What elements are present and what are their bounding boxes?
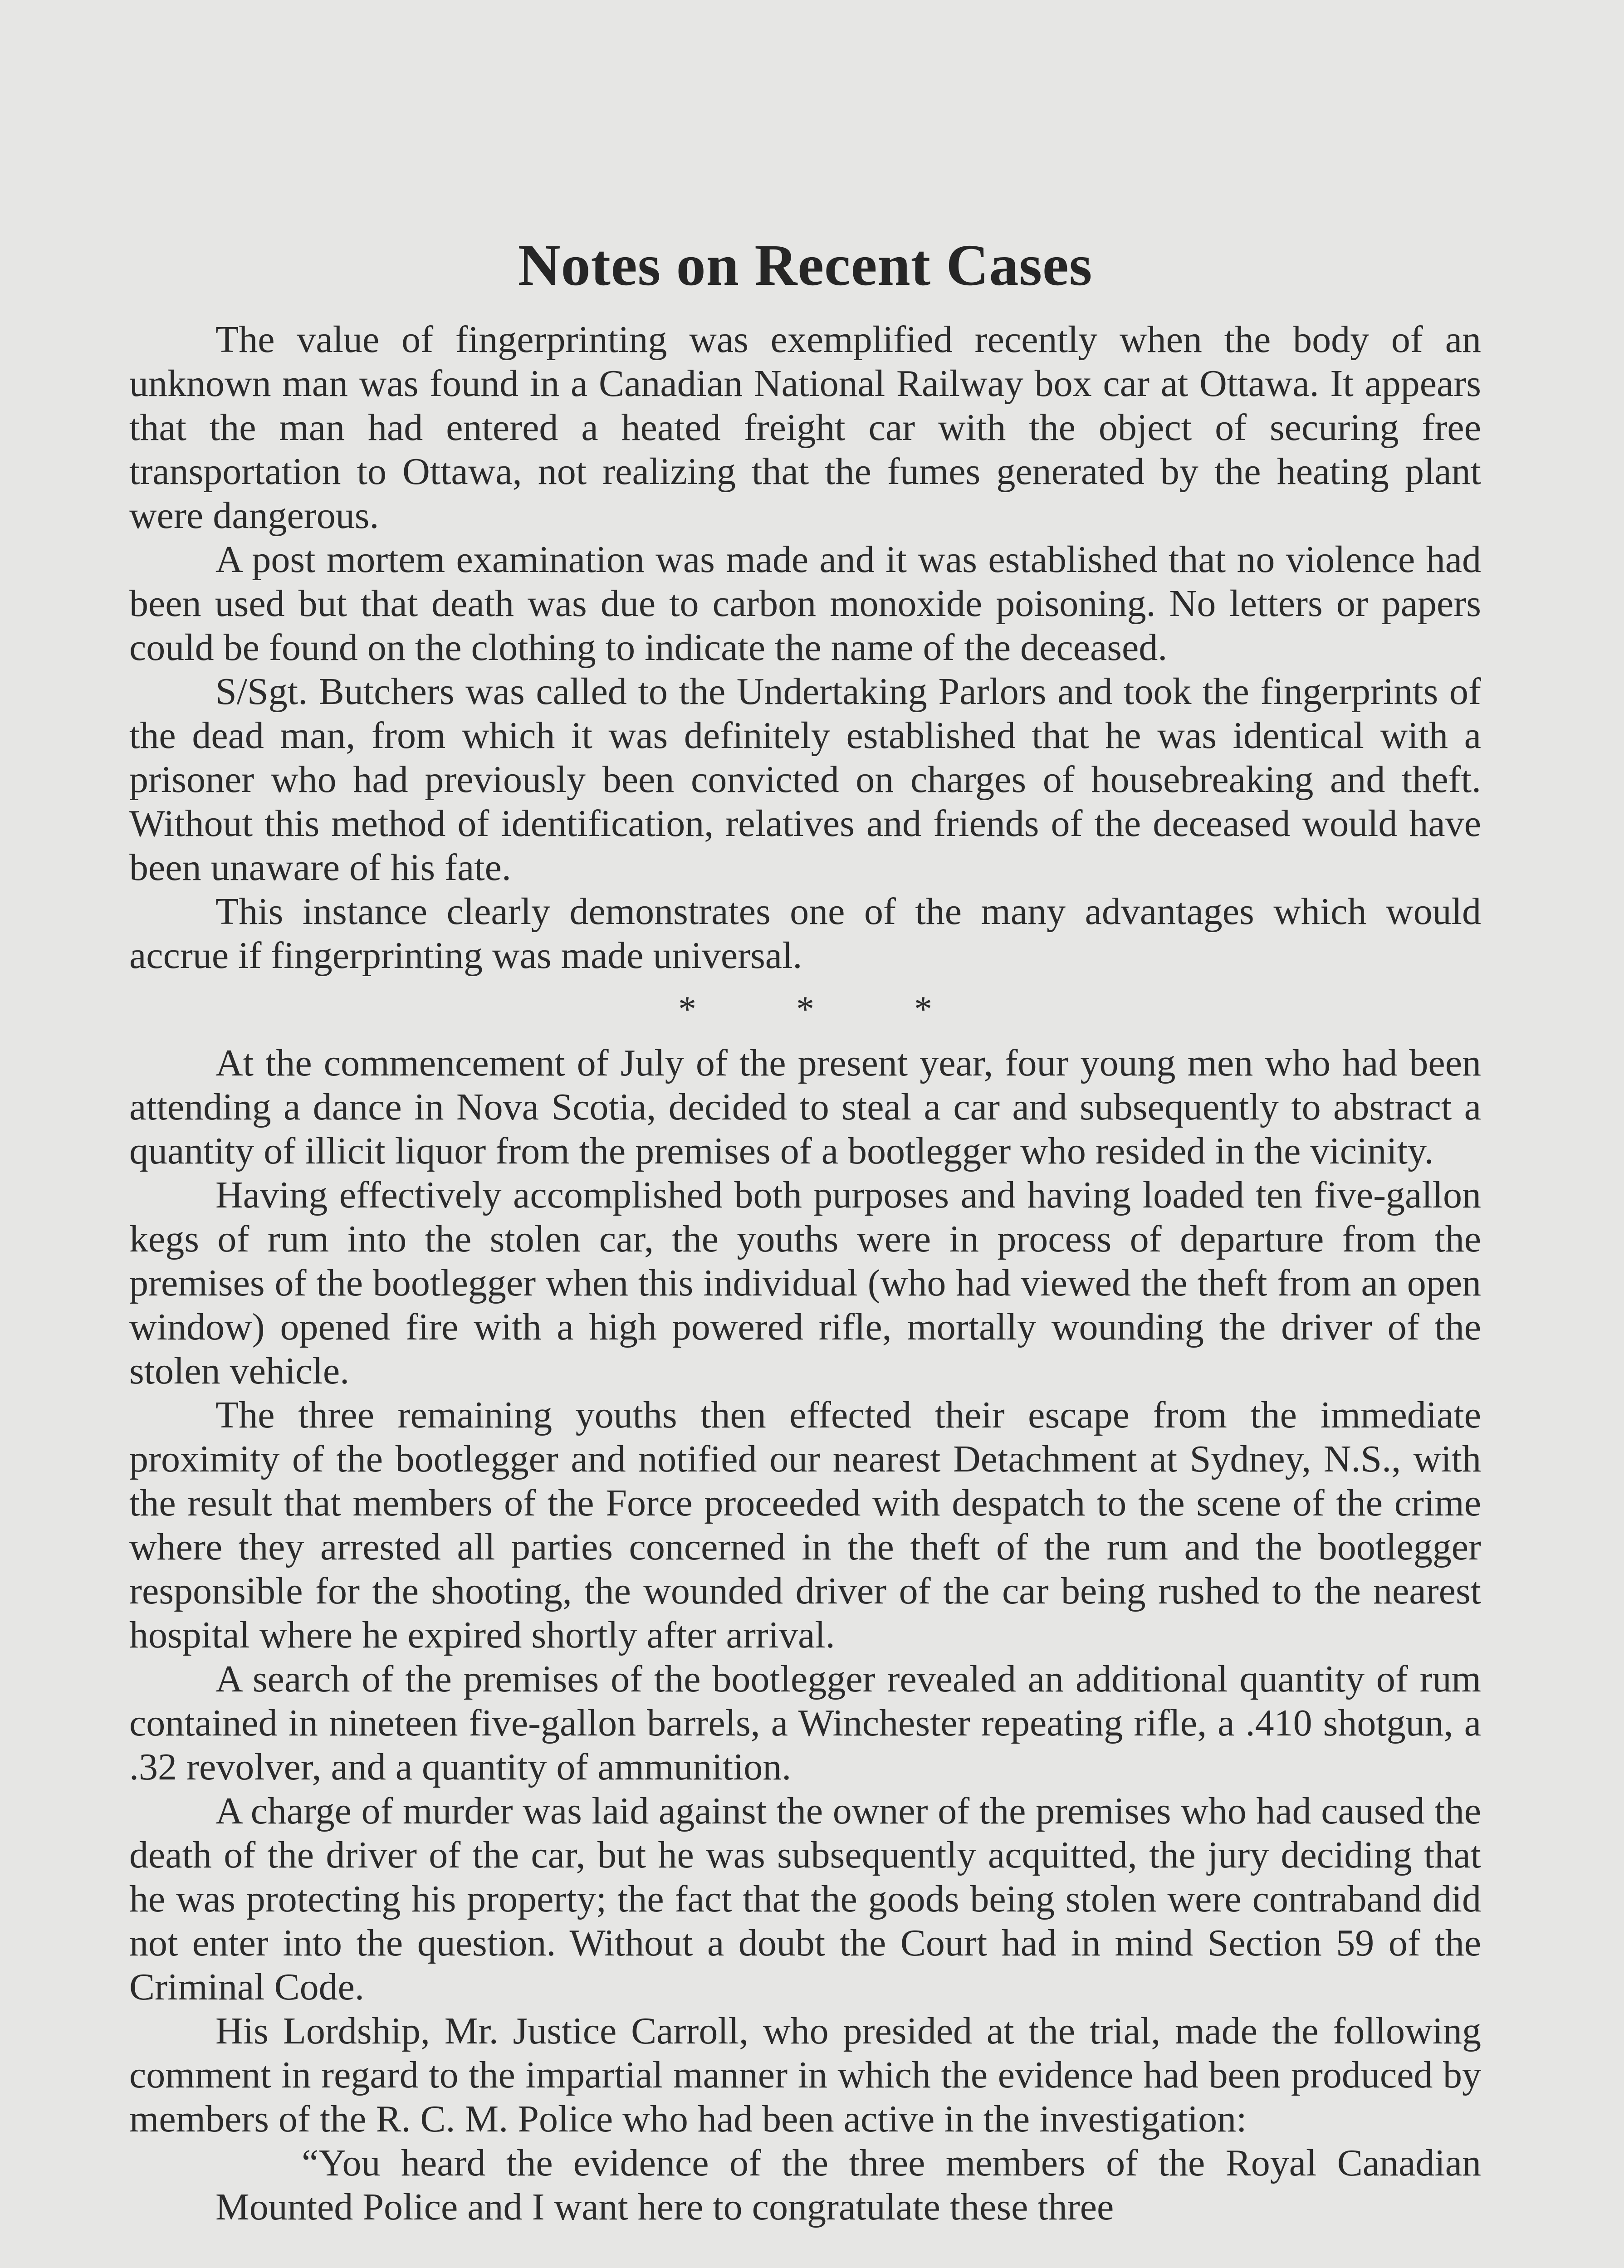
paragraph: His Lordship, Mr. Justice Carroll, who presided at the trial, made the following comment in regard to the impartial manner in which the evidence had been produced by members of the R. C. M. Police who had been active in the investigation:: [129, 2010, 1481, 2140]
paragraph: The value of fingerprinting was exemplified recently when the body of an unknown man was found in a Canadian National Railway box car at Ottawa. It appears that the man had entered a heated freight car with the object of securing free transportation to Ottawa, not realizing that the fumes generated by the heating plant were dangerous.: [129, 318, 1481, 537]
document-page: [129, 231, 1481, 2229]
paragraph: Having effectively accomplished both purposes and having loaded ten five-gallon kegs of rum into the stolen car, the youths were in process of departure from the premises of the bootlegger when this individual (who had viewed the theft from an open window) opened fire with a high powered rifle, mortally wounding the driver of the stolen vehicle.: [129, 1174, 1481, 1392]
paragraph: The three remaining youths then effected their escape from the immediate proximity of the bootlegger and notified our nearest Detachment at Sydney, N.S., with the result that members of the Force proceeded with despatch to the scene of the crime where they arrested all parties concerned in the theft of the rum and the bootlegger responsible for the shooting, the wounded driver of the car being rushed to the nearest hospital where he expired shortly after arrival.: [129, 1394, 1481, 1656]
asterisk: *: [796, 989, 814, 1029]
paragraph: A search of the premises of the bootlegger revealed an additional quantity of rum contained in nineteen five-gallon barrels, a Winchester repeating rifle, a .410 shotgun, a .32 revolver, and a quantity of ammunition.: [129, 1658, 1481, 1788]
paragraph: At the commencement of July of the present year, four young men who had been attending a dance in Nova Scotia, decided to steal a car and subsequently to abstract a quantity of illicit liquor from the premises of a bootlegger who resided in the vicinity.: [129, 1042, 1481, 1172]
page-title: Notes on Recent Cases: [518, 233, 1093, 298]
paragraph: A charge of murder was laid against the owner of the premises who had caused the death of the driver of the car, but he was subsequently acquitted, the jury deciding that he was protecting his property; the fact that the goods being stolen were contraband did not enter into the question. Without a doubt the Court had in mind Section 59 of the Criminal Code.: [129, 1790, 1481, 2008]
section-separator: [129, 982, 1481, 1036]
block-quote: “You heard the evidence of the three members of the Royal Canadian Mounted Police and I want here to congratulate these three: [215, 2142, 1481, 2228]
paragraph: This instance clearly demonstrates one of the many advantages which would accrue if fingerprinting was made universal.: [129, 890, 1481, 977]
paragraph: A post mortem examination was made and it was established that no violence had been used but that death was due to carbon monoxide poisoning. No letters or papers could be found on the clothing to indicate the name of the deceased.: [129, 538, 1481, 669]
asterisk: *: [914, 989, 932, 1029]
asterisk: *: [678, 989, 696, 1029]
paragraph: S/Sgt. Butchers was called to the Undertaking Parlors and took the fingerprints of the dead man, from which it was definitely established that he was identical with a prisoner who had previously been convicted on charges of housebreaking and theft. Without this method of identification, relatives and friends of the deceased would have been unaware of his fate.: [129, 670, 1481, 889]
